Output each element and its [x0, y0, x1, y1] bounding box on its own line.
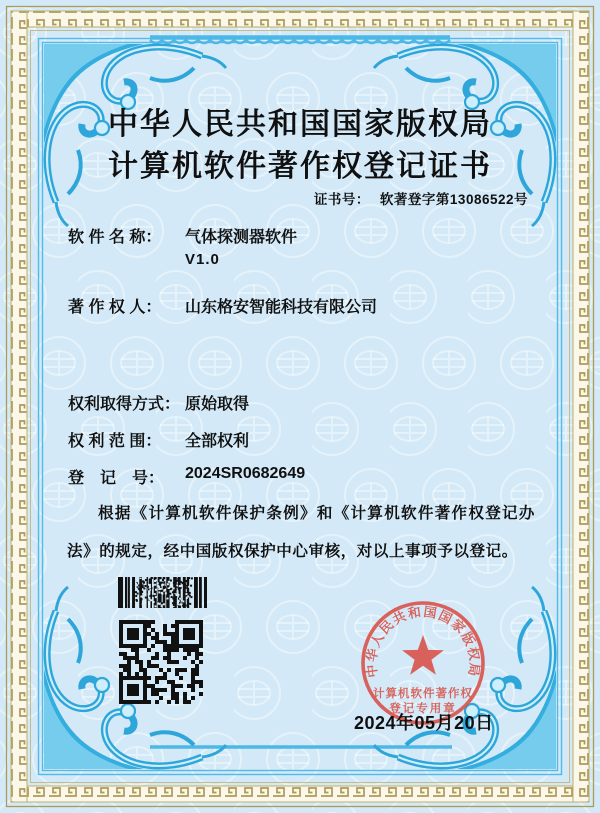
star-icon	[402, 635, 444, 675]
acquisition-method-label: 权利取得方式：	[68, 396, 181, 413]
field-rights-scope	[68, 428, 249, 451]
copyright-owner-value: 山东格安智能科技有限公司	[185, 299, 378, 316]
field-registration-number	[68, 465, 305, 488]
field-copyright-owner	[68, 294, 377, 317]
field-software-name	[68, 224, 297, 247]
certificate-number	[314, 188, 528, 208]
qr-code	[119, 620, 203, 704]
seal-text-line2: 登记专用章	[389, 703, 457, 715]
software-name-label: 软 件 名 称：	[68, 229, 162, 246]
registration-statement: 根据《计算机软件保护条例》和《计算机软件著作权登记办法》的规定，经中国版权保护中心审核，对以上事项予以登记。	[67, 505, 535, 560]
registration-number-value: 2024SR0682649	[185, 465, 306, 482]
certificate-number-value: 软著登字第13086522号	[379, 192, 528, 207]
rights-scope-value: 全部权利	[185, 433, 250, 450]
seal-ring-text: 中华人民共和国国家版权局	[363, 604, 483, 679]
copyright-owner-label: 著 作 权 人：	[68, 299, 162, 316]
registration-date: 2024年05月20日	[354, 713, 494, 733]
software-name-value: 气体探测器软件	[185, 229, 298, 246]
issuing-authority-title: 中华人民共和国国家版权局	[108, 108, 492, 141]
document-title: 计算机软件著作权登记证书	[108, 150, 492, 183]
field-acquisition-method	[68, 391, 249, 414]
certificate-number-label: 证书号：	[313, 192, 370, 207]
software-version: V1.0	[185, 251, 220, 268]
registration-number-label: 登 记 号：	[68, 470, 165, 487]
barcode	[118, 577, 210, 608]
seal-text-line1: 计算机软件著作权	[373, 688, 473, 700]
acquisition-method-value: 原始取得	[185, 396, 250, 413]
rights-scope-label: 权 利 范 围：	[68, 433, 162, 450]
